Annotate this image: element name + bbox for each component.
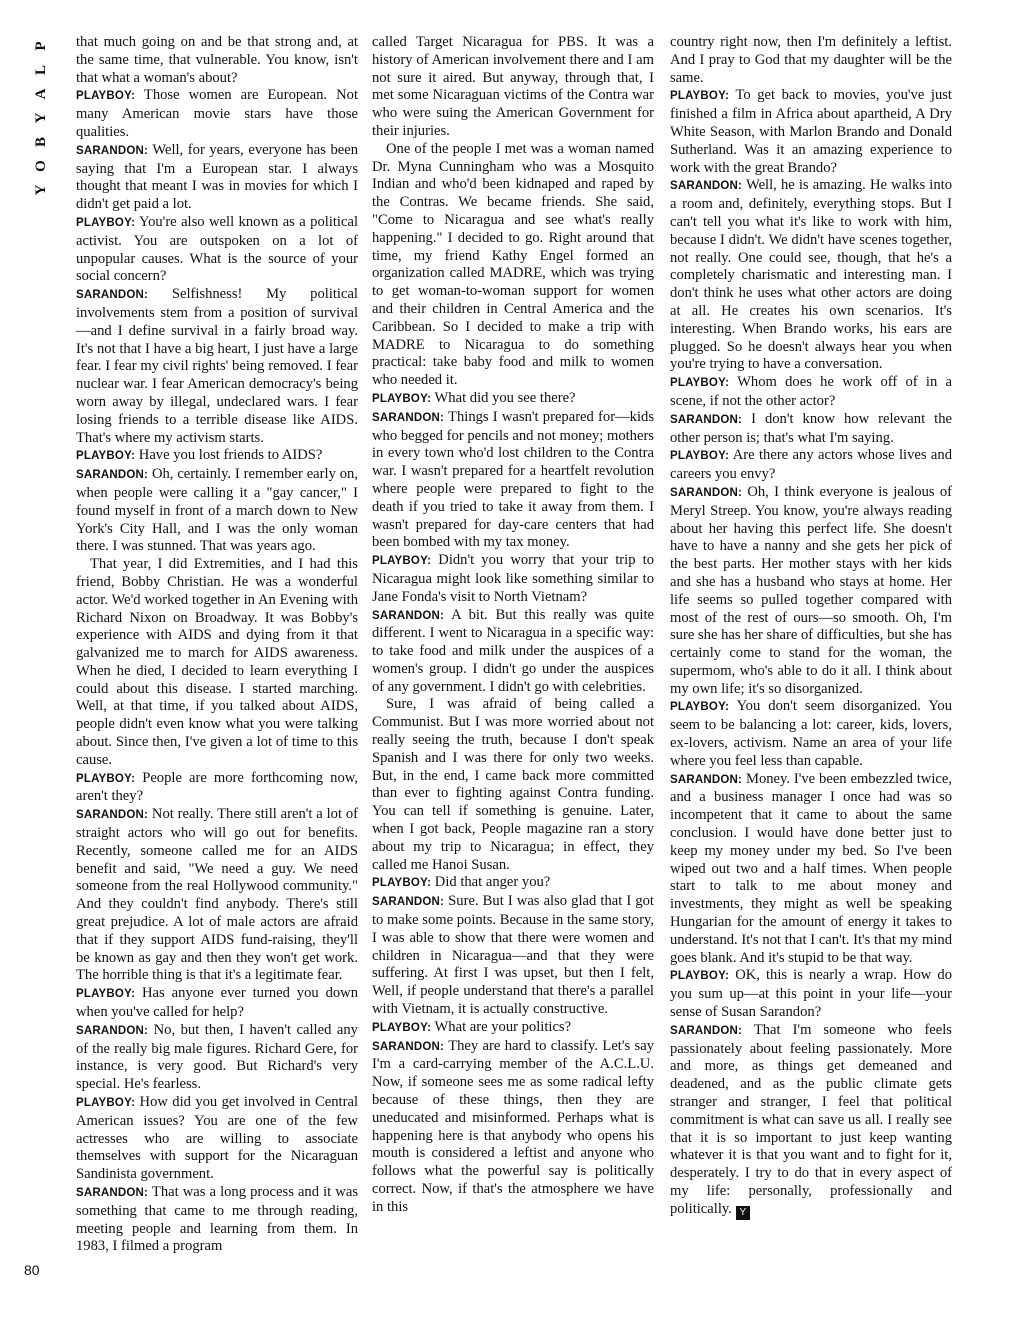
speaker-label: SARANDON: [76, 809, 149, 822]
interview-paragraph [76, 770, 358, 807]
interview-paragraph [76, 466, 358, 556]
sidebar-letter: B [33, 137, 49, 148]
paragraph-text: Didn't you worry that your trip to Nicaragua might look like something similar to Jane Fonda's visit to North Vietnam? [372, 552, 654, 605]
paragraph-text: They are hard to classify. Let's say I'm a card-carrying member of the A.C.L.U. Now, if someone sees me as some radical lefty because of these things, then they are uneducated and misinformed. Perhaps what is happening here is that anybody who opens his mouth is considered a leftist and anyone who follows what the powerful say is politically correct. Now, if that's the atmosphere we have in this [372, 1037, 654, 1215]
interview-paragraph [670, 1022, 952, 1220]
speaker-label: PLAYBOY: [670, 377, 730, 390]
speaker-label: SARANDON: [76, 1024, 149, 1037]
interview-paragraph [670, 967, 952, 1021]
interview-paragraph [372, 893, 654, 1019]
paragraph-text: Did that anger you? [434, 874, 551, 891]
paragraph-text: Not really. There still aren't a lot of straight actors who will go out for benefits. Recently, someone called me for an AIDS benefit and said, "We need a guy. We need someone from the real Hollywood community." And they couldn't find anybody. There's still great prejudice. A lot of male actors are afraid that if they support AIDS fund-raising, they'll be known as gay and then they won't get work. The horrible thing is that it's a legitimate fear. [76, 806, 358, 984]
paragraph-text: called Target Nicaragua for PBS. It was a history of American involvement there and I am not sure it aired. But anyway, through that, I met some Nicaraguan victims of the Contra war who were suing the American Government for their injuries. [372, 34, 654, 139]
paragraph-text: Well, for years, everyone has been saying that I'm a European star. I always thought that meant I was in movies for which I didn't get paid a lot. [76, 141, 358, 213]
paragraph-text: That was a long process and it was something that came to me through reading, meeting people and learning from them. In 1983, I filmed a program [76, 1184, 358, 1255]
interview-paragraph [670, 411, 952, 448]
speaker-label: SARANDON: [76, 1187, 149, 1199]
paragraph-text: To get back to movies, you've just finished a film in Africa about apartheid, A Dry White Season, with Marlon Brando and Donald Sutherland. Was it an amazing experience to work with the great Brando? [670, 87, 952, 176]
speaker-label: PLAYBOY: [76, 90, 136, 103]
interview-paragraph [372, 552, 654, 606]
interview-paragraph [670, 34, 952, 87]
interview-paragraph [76, 556, 358, 770]
sidebar-letter: Y [33, 112, 49, 124]
end-mark-icon: Y [736, 1206, 750, 1220]
speaker-label: PLAYBOY: [670, 90, 730, 103]
paragraph-text: A bit. But this really was quite different. I went to Nicaragua in a specific way: to take food and milk under the auspices of a women's group. I didn't go under the auspices of any government. I didn't go with celebrities. [372, 606, 655, 695]
paragraph-text: Oh, I think everyone is jealous of Meryl Streep. You know, you're always reading about her having this perfect life. She doesn't have to have a nanny and she gets her pick of the best parts. Her mother stays with her kids and she has a husband who stays at home. Her life seems so pulled together compared with most of the rest of ours—so smooth. Oh, I'm sure she has her share of difficulties, but she has certainly come to stand for the woman, the supermom, who's able to do it all. I think about my own life; it's so disorganized. [670, 483, 952, 697]
interview-paragraph [372, 141, 654, 390]
paragraph-text: Has anyone ever turned you down when you've called for help? [76, 985, 358, 1021]
sidebar-letter: Y [33, 184, 49, 196]
interview-paragraph [76, 142, 358, 214]
paragraph-text: Well, he is amazing. He walks into a room and, definitely, everything stops. But I can't tell you what it's like to work with him, because I didn't. We didn't have scenes together, not really. One could see, though, that he's a completely charismatic and interesting man. I don't think he uses what other actors are doing at all. He creates his own scenarios. It's interesting. When Brando works, his ears are plugged. So he doesn't always hear you when you're trying to have a conversation. [670, 177, 953, 373]
paragraph-text: Those women are European. Not many American movie stars have those qualities. [76, 87, 359, 140]
paragraph-text: You don't seem disorganized. You seem to be balancing a lot: career, kids, lovers, ex-lovers, activism. Name an area of your life where you feel less than capable. [670, 698, 953, 769]
paragraph-text: OK, this is nearly a wrap. How do you sum up—at this point in your life—your sense of Susan Sarandon? [670, 967, 952, 1021]
interview-paragraph [372, 409, 654, 552]
paragraph-text: Sure. But I was also glad that I got to make some points. Because in the same story, I was able to show that there were women and children in Nicaragua—and that they were suffering. At first I was upset, but then I felt, Well, if people understand that there's a parallel with Vietnam, it is actually constructive. [372, 893, 654, 1018]
paragraph-text: That I'm someone who feels passionately about feeling passionately. More and more, as things get demeaned and deadened, and as the public climate gets stranger and stranger, I feel that political commitment is what can save us all. I really see that it is so important to just keep wanting whatever it is that you want and to fight for it, desperately. I try to do that in every aspect of my life: personally, professionally and politically. [670, 1021, 952, 1217]
interview-paragraph [372, 607, 654, 697]
speaker-label: PLAYBOY: [670, 701, 730, 714]
speaker-label: SARANDON: [372, 1040, 445, 1053]
speaker-label: PLAYBOY: [372, 555, 432, 568]
speaker-label: PLAYBOY: [670, 450, 730, 463]
sidebar-letter: L [33, 65, 49, 76]
speaker-label: PLAYBOY: [76, 450, 136, 463]
interview-paragraph [670, 447, 952, 484]
paragraph-text: No, but then, I haven't called any of the really big male figures. Richard Gere, for instance, is very good. But Richard's very special. He's fearless. [76, 1021, 358, 1093]
page-number: 80 [24, 1262, 40, 1278]
paragraph-text: You're also well known as a political activist. You are outspoken on a lot of unpopular causes. What is the source of your social concern? [76, 213, 358, 285]
speaker-label: PLAYBOY: [372, 877, 432, 890]
interview-paragraph [670, 87, 952, 177]
interview-paragraph [670, 374, 952, 411]
interview-paragraph [76, 447, 358, 466]
paragraph-text: What did you see there? [434, 389, 576, 406]
interview-paragraph [76, 214, 358, 286]
speaker-label: PLAYBOY: [76, 216, 136, 229]
interview-paragraph [372, 390, 654, 409]
text-column-1 [76, 34, 358, 1256]
speaker-label: PLAYBOY: [670, 970, 730, 983]
paragraph-text: that much going on and be that strong and, at the same time, that vulnerable. You know, isn't that what a woman's about? [76, 34, 358, 86]
speaker-label: PLAYBOY: [76, 772, 136, 785]
speaker-label: SARANDON: [76, 289, 149, 302]
interview-paragraph [372, 34, 654, 141]
text-column-2 [372, 34, 654, 1217]
speaker-label: SARANDON: [670, 773, 743, 786]
paragraph-text: Money. I've been embezzled twice, and a business manager I once had was so incompetent that it came to about the same conclusion. I would have done better just to keep my money under my bed. So I've been wiped out two and a half times. When people start to talk to me about money and investments, they might as well be speaking Hungarian for the amount of energy it takes to understand. It's not that I can't. It's that my mind goes blank. And it's stupid to be that way. [670, 770, 952, 966]
speaker-label: SARANDON: [670, 180, 743, 193]
text-column-3 [670, 34, 952, 1220]
interview-paragraph [76, 34, 358, 87]
paragraph-text: Selfishness! My political involvements stem from a position of survival—and I define survival in a fairly broad way. It's not that I have a big heart, I just have a large fear. I fear my civil rights' being removed. I fear nuclear war. I fear American democracy's being worn away by illegal, undeclared wars. I fear losing friends to a terrible disease like AIDS. That's where my activism starts. [76, 286, 358, 446]
interview-paragraph [76, 1094, 358, 1184]
paragraph-text: How did you get involved in Central American issues? You are one of the few actresses who are willing to associate themselves with support for the Nicaraguan Sandinista government. [76, 1094, 359, 1183]
paragraph-text: Sure, I was afraid of being called a Communist. But I was more worried about not really seeing the truth, because I don't speak Spanish and I was there for only two weeks. But, in the end, I came back more committed than ever to fighting against Contra funding. You can tell if something is genuine. Later, when I got back, People magazine ran a story about my trip to Nicaragua; in effect, they called me Hanoi Susan. [372, 696, 654, 873]
interview-paragraph [670, 698, 952, 770]
speaker-label: SARANDON: [372, 411, 445, 424]
interview-paragraph [76, 286, 358, 447]
interview-paragraph [670, 771, 952, 968]
speaker-label: PLAYBOY: [372, 1021, 432, 1034]
paragraph-text: I don't know how relevant the other person is; that's what I'm saying. [670, 410, 952, 446]
speaker-label: PLAYBOY: [372, 392, 432, 405]
interview-paragraph [76, 985, 358, 1022]
speaker-label: SARANDON: [372, 896, 445, 909]
paragraph-text: What are your politics? [434, 1018, 572, 1035]
sidebar-letter: P [33, 41, 49, 51]
interview-paragraph [372, 1038, 654, 1217]
speaker-label: PLAYBOY: [76, 1097, 136, 1110]
speaker-label: SARANDON: [670, 486, 743, 499]
interview-paragraph [372, 696, 654, 874]
speaker-label: SARANDON: [372, 609, 445, 622]
paragraph-text: country right now, then I'm definitely a leftist. And I pray to God that my daughter will be the same. [670, 34, 952, 86]
interview-paragraph [76, 1022, 358, 1094]
sidebar-letter: O [33, 160, 49, 172]
speaker-label: SARANDON: [76, 469, 149, 482]
paragraph-text: One of the people I met was a woman named Dr. Myna Cunningham who was a Mosquito Indian and who'd been kidnaped and raped by the Contras. We became friends. She said, "Come to Nicaragua and see what's really happening." I decided to go. Right around that time, my friend Kathy Engel formed an organization called MADRE, which was trying to get woman-to-woman support for women and their children in Central America and the Caribbean. So I decided to make a trip with MADRE to Nicaragua to do something practical: take baby food and milk to women who needed it. [372, 140, 654, 389]
speaker-label: PLAYBOY: [76, 988, 136, 1001]
magazine-sidebar [30, 34, 52, 202]
interview-paragraph [372, 1019, 654, 1038]
speaker-label: SARANDON: [76, 144, 149, 157]
paragraph-text: Whom does he work off of in a scene, if not the other actor? [670, 374, 953, 409]
paragraph-text: Have you lost friends to AIDS? [138, 447, 323, 464]
speaker-label: SARANDON: [670, 1024, 743, 1037]
paragraph-text: Are there any actors whose lives and careers you envy? [670, 447, 952, 483]
interview-paragraph [670, 177, 952, 374]
speaker-label: SARANDON: [670, 413, 743, 426]
paragraph-text: People are more forthcoming now, aren't they? [76, 769, 358, 805]
sidebar-letter: A [33, 88, 49, 100]
interview-paragraph [76, 1184, 358, 1256]
interview-paragraph [670, 484, 952, 699]
paragraph-text: That year, I did Extremities, and I had this friend, Bobby Christian. He was a wonderful actor. We'd worked together in An Evening with Richard Nixon on Broadway. It was Bobby's experience with AIDS and dying from it that galvanized me to march for AIDS awareness. When he died, I decided to learn everything I could about this disease. I started marching. Well, at that time, if you talked about AIDS, people didn't even know what you were talking about. Since then, I've given a lot of time to this cause. [76, 556, 358, 768]
interview-paragraph [372, 874, 654, 893]
paragraph-text: Things I wasn't prepared for—kids who begged for pencils and not money; mothers in every town who'd lost children to the Contra war. I wasn't prepared for a heartfelt revolution where people were prepared to fight to the death if you tried to take it away from them. I wasn't prepared for day-care centers that had been bombed with my tax money. [372, 408, 654, 551]
interview-paragraph [76, 806, 358, 985]
interview-paragraph [76, 87, 358, 141]
paragraph-text: Oh, certainly. I remember early on, when people were calling it a "gay cancer," I found myself in front of a march down to New York's City Hall, and I was the only woman there. I was stunned. That was years ago. [76, 466, 358, 555]
